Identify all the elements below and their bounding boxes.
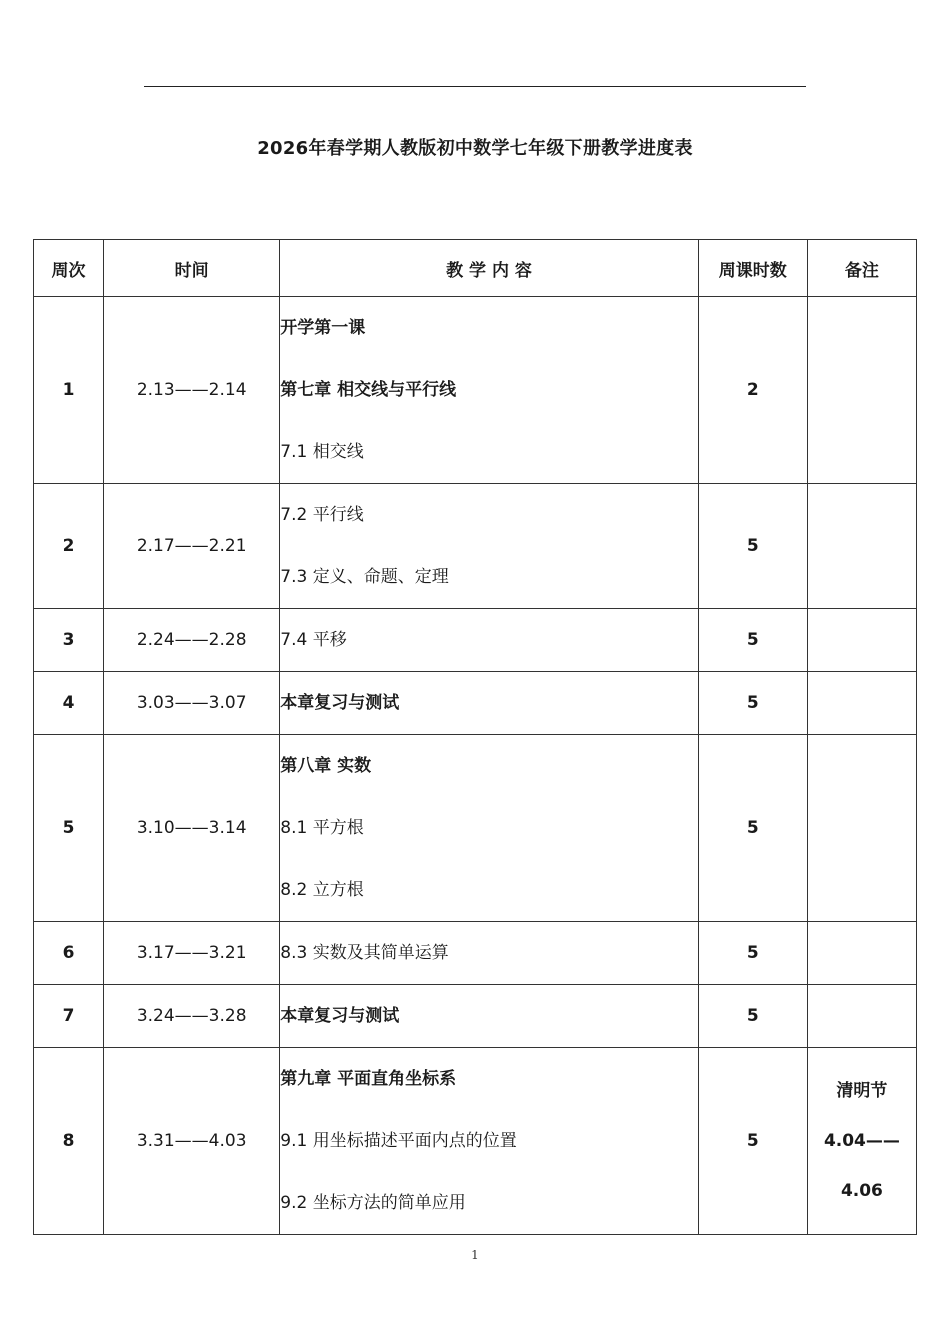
note-cell [807, 1048, 916, 1235]
content-line: 9.2 坐标方法的简单应用 [280, 1193, 466, 1213]
header-rule [144, 86, 806, 87]
header-note: 备注 [807, 240, 916, 297]
note-line: 清明节 [836, 1081, 888, 1101]
table-row [34, 922, 917, 985]
header-time: 时间 [104, 240, 280, 297]
note-cell [807, 922, 916, 985]
week-cell: 5 [34, 735, 104, 922]
content-line: 9.1 用坐标描述平面内点的位置 [280, 1131, 517, 1151]
table-row [34, 484, 917, 609]
content-line: 第七章 相交线与平行线 [280, 380, 457, 400]
week-cell: 1 [34, 297, 104, 484]
content-line: 7.3 定义、命题、定理 [280, 567, 449, 587]
content-line: 开学第一课 [280, 318, 366, 338]
header-hours: 周课时数 [698, 240, 807, 297]
table-row [34, 985, 917, 1048]
content-line: 7.1 相交线 [280, 442, 364, 462]
note-cell [807, 985, 916, 1048]
content-cell [280, 735, 698, 922]
week-cell: 8 [34, 1048, 104, 1235]
hours-cell: 5 [698, 484, 807, 609]
note-line: 4.04—— [823, 1131, 900, 1151]
hours-cell: 2 [698, 297, 807, 484]
content-cell [280, 922, 698, 985]
hours-cell: 5 [698, 922, 807, 985]
table-row [34, 609, 917, 672]
note-cell [807, 735, 916, 922]
table-row [34, 735, 917, 922]
week-cell: 6 [34, 922, 104, 985]
content-line: 7.4 平移 [280, 630, 347, 650]
table-row [34, 297, 917, 484]
hours-cell: 5 [698, 672, 807, 735]
content-cell [280, 1048, 698, 1235]
content-line: 8.1 平方根 [280, 818, 364, 838]
content-cell [280, 672, 698, 735]
hours-cell: 5 [698, 609, 807, 672]
week-cell: 3 [34, 609, 104, 672]
week-cell: 7 [34, 985, 104, 1048]
week-cell: 2 [34, 484, 104, 609]
table-row [34, 672, 917, 735]
content-line: 本章复习与测试 [280, 1006, 400, 1026]
header-week: 周次 [34, 240, 104, 297]
time-cell: 3.03——3.07 [104, 672, 280, 735]
content-line: 第九章 平面直角坐标系 [280, 1069, 457, 1089]
note-cell [807, 297, 916, 484]
content-line: 7.2 平行线 [280, 505, 364, 525]
hours-cell: 5 [698, 985, 807, 1048]
header-content: 教 学 内 容 [280, 240, 698, 297]
time-cell: 3.31——4.03 [104, 1048, 280, 1235]
content-line: 第八章 实数 [280, 756, 372, 776]
table-header-row [34, 240, 917, 297]
note-line: 4.06 [840, 1181, 883, 1201]
hours-cell: 5 [698, 735, 807, 922]
time-cell: 3.10——3.14 [104, 735, 280, 922]
content-line: 8.2 立方根 [280, 880, 364, 900]
schedule-table [33, 239, 917, 1235]
note-cell [807, 484, 916, 609]
content-line: 8.3 实数及其简单运算 [280, 943, 449, 963]
note-cell [807, 609, 916, 672]
note-cell [807, 672, 916, 735]
content-cell [280, 609, 698, 672]
hours-cell: 5 [698, 1048, 807, 1235]
document-title: 2026年春学期人教版初中数学七年级下册教学进度表 [257, 138, 693, 159]
time-cell: 2.24——2.28 [104, 609, 280, 672]
week-cell: 4 [34, 672, 104, 735]
time-cell: 3.24——3.28 [104, 985, 280, 1048]
time-cell: 2.17——2.21 [104, 484, 280, 609]
content-line: 本章复习与测试 [280, 693, 400, 713]
table-row [34, 1048, 917, 1235]
content-cell [280, 297, 698, 484]
content-cell [280, 484, 698, 609]
content-cell [280, 985, 698, 1048]
page-number: 1 [471, 1248, 479, 1262]
time-cell: 2.13——2.14 [104, 297, 280, 484]
time-cell: 3.17——3.21 [104, 922, 280, 985]
table-body [34, 297, 917, 1235]
